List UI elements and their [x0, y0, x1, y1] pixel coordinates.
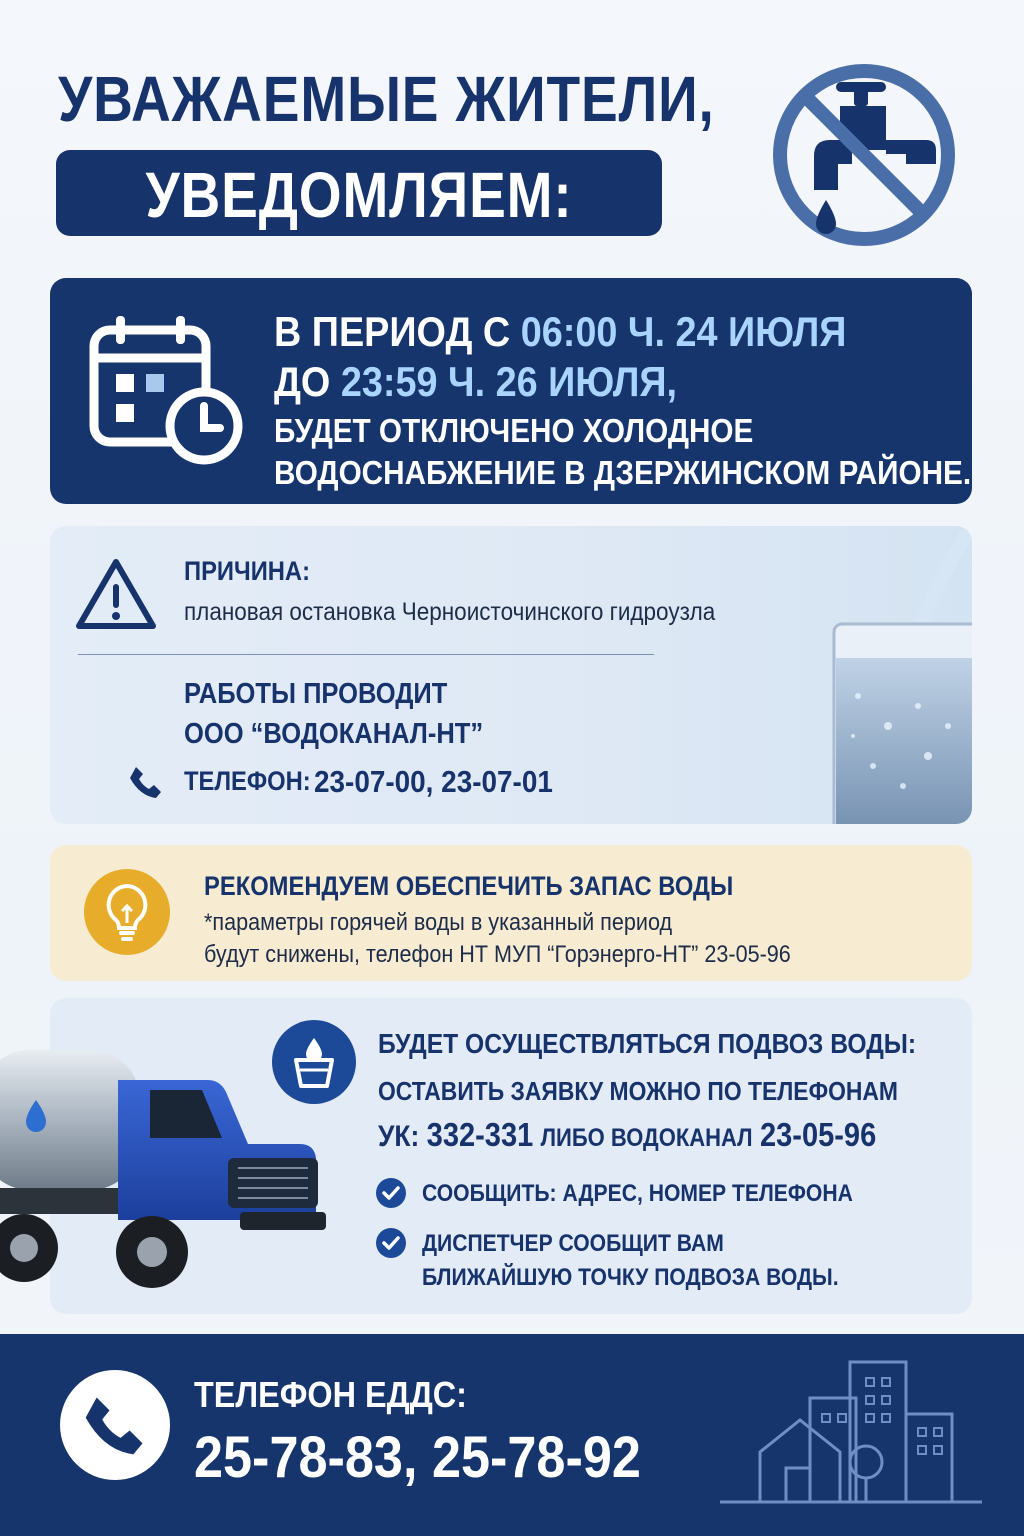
heading-line2: УВЕДОМЛЯЕМ: — [145, 159, 573, 231]
water-tanker-truck-image — [0, 1040, 330, 1290]
warning-icon — [74, 556, 158, 632]
phone-icon — [82, 1392, 148, 1458]
check-item-1: СООБЩИТЬ: АДРЕС, НОМЕР ТЕЛЕФОНА — [422, 1180, 853, 1207]
outage-description-line2: ВОДОСНАБЖЕНИЕ В ДЗЕРЖИНСКОМ РАЙОНЕ. — [274, 454, 972, 491]
period-from-time: 06:00 Ч. 24 ИЮЛЯ — [520, 308, 847, 355]
period-to-time: 23:59 Ч. 26 ИЮЛЯ, — [340, 358, 678, 405]
heading-banner — [56, 150, 662, 236]
recommendation-note-line1: *параметры горячей воды в указанный период — [204, 909, 673, 936]
period-to-line: ДО 23:59 Ч. 26 ИЮЛЯ, — [274, 358, 678, 405]
uk-phone: 332-331 — [426, 1116, 534, 1153]
vodokanal-phone: 23-05-96 — [759, 1116, 877, 1153]
lightbulb-icon-circle — [84, 869, 170, 955]
emergency-phone-label: ТЕЛЕФОН ЕДДС: — [194, 1374, 467, 1415]
works-label: РАБОТЫ ПРОВОДИТ — [184, 678, 448, 710]
divider — [78, 654, 654, 655]
city-skyline-icon — [720, 1358, 982, 1508]
water-glass-image — [828, 526, 972, 824]
heading-line1: УВАЖАЕМЫЕ ЖИТЕЛИ, — [58, 63, 715, 135]
outage-period-panel — [50, 278, 972, 504]
check-item-2a: ДИСПЕТЧЕР СООБЩИТ ВАМ — [422, 1230, 724, 1257]
recommendation-title: РЕКОМЕНДУЕМ ОБЕСПЕЧИТЬ ЗАПАС ВОДЫ — [204, 871, 734, 901]
calendar-clock-icon — [88, 310, 248, 470]
delivery-title: БУДЕТ ОСУЩЕСТВЛЯТЬСЯ ПОДВОЗ ВОДЫ: — [378, 1028, 917, 1059]
outage-description-line1: БУДЕТ ОТКЛЮЧЕНО ХОЛОДНОЕ — [274, 412, 754, 449]
check-icon — [376, 1228, 406, 1258]
delivery-request-line: ОСТАВИТЬ ЗАЯВКУ МОЖНО ПО ТЕЛЕФОНАМ — [378, 1076, 898, 1106]
emergency-footer — [0, 1334, 1024, 1536]
emergency-phones: 25-78-83, 25-78-92 — [194, 1425, 641, 1490]
check-item-2b: БЛИЖАЙШУЮ ТОЧКУ ПОДВОЗА ВОДЫ. — [422, 1264, 839, 1291]
phone-icon-circle — [60, 1370, 170, 1480]
reason-text: плановая остановка Черноисточинского гидроузла — [184, 598, 716, 626]
check-icon — [376, 1178, 406, 1208]
works-phones: 23-07-00, 23-07-01 — [314, 764, 553, 799]
period-from-line: В ПЕРИОД С 06:00 Ч. 24 ИЮЛЯ — [274, 308, 847, 355]
lightbulb-icon — [103, 883, 151, 941]
reason-works-panel — [50, 526, 972, 824]
recommendation-panel — [50, 845, 972, 981]
phone-icon — [128, 764, 164, 800]
works-company: ООО “ВОДОКАНАЛ-НТ” — [184, 718, 484, 750]
recommendation-note-line2: будут снижены, телефон НТ МУП “Горэнерго-НТ” 23-05-96 — [204, 941, 791, 968]
works-phone-label: ТЕЛЕФОН: — [184, 766, 311, 796]
delivery-phones-line: УК: 332-331 ЛИБО ВОДОКАНАЛ 23-05-96 — [378, 1116, 877, 1153]
reason-label: ПРИЧИНА: — [184, 556, 311, 586]
no-water-tap-icon — [754, 60, 974, 250]
